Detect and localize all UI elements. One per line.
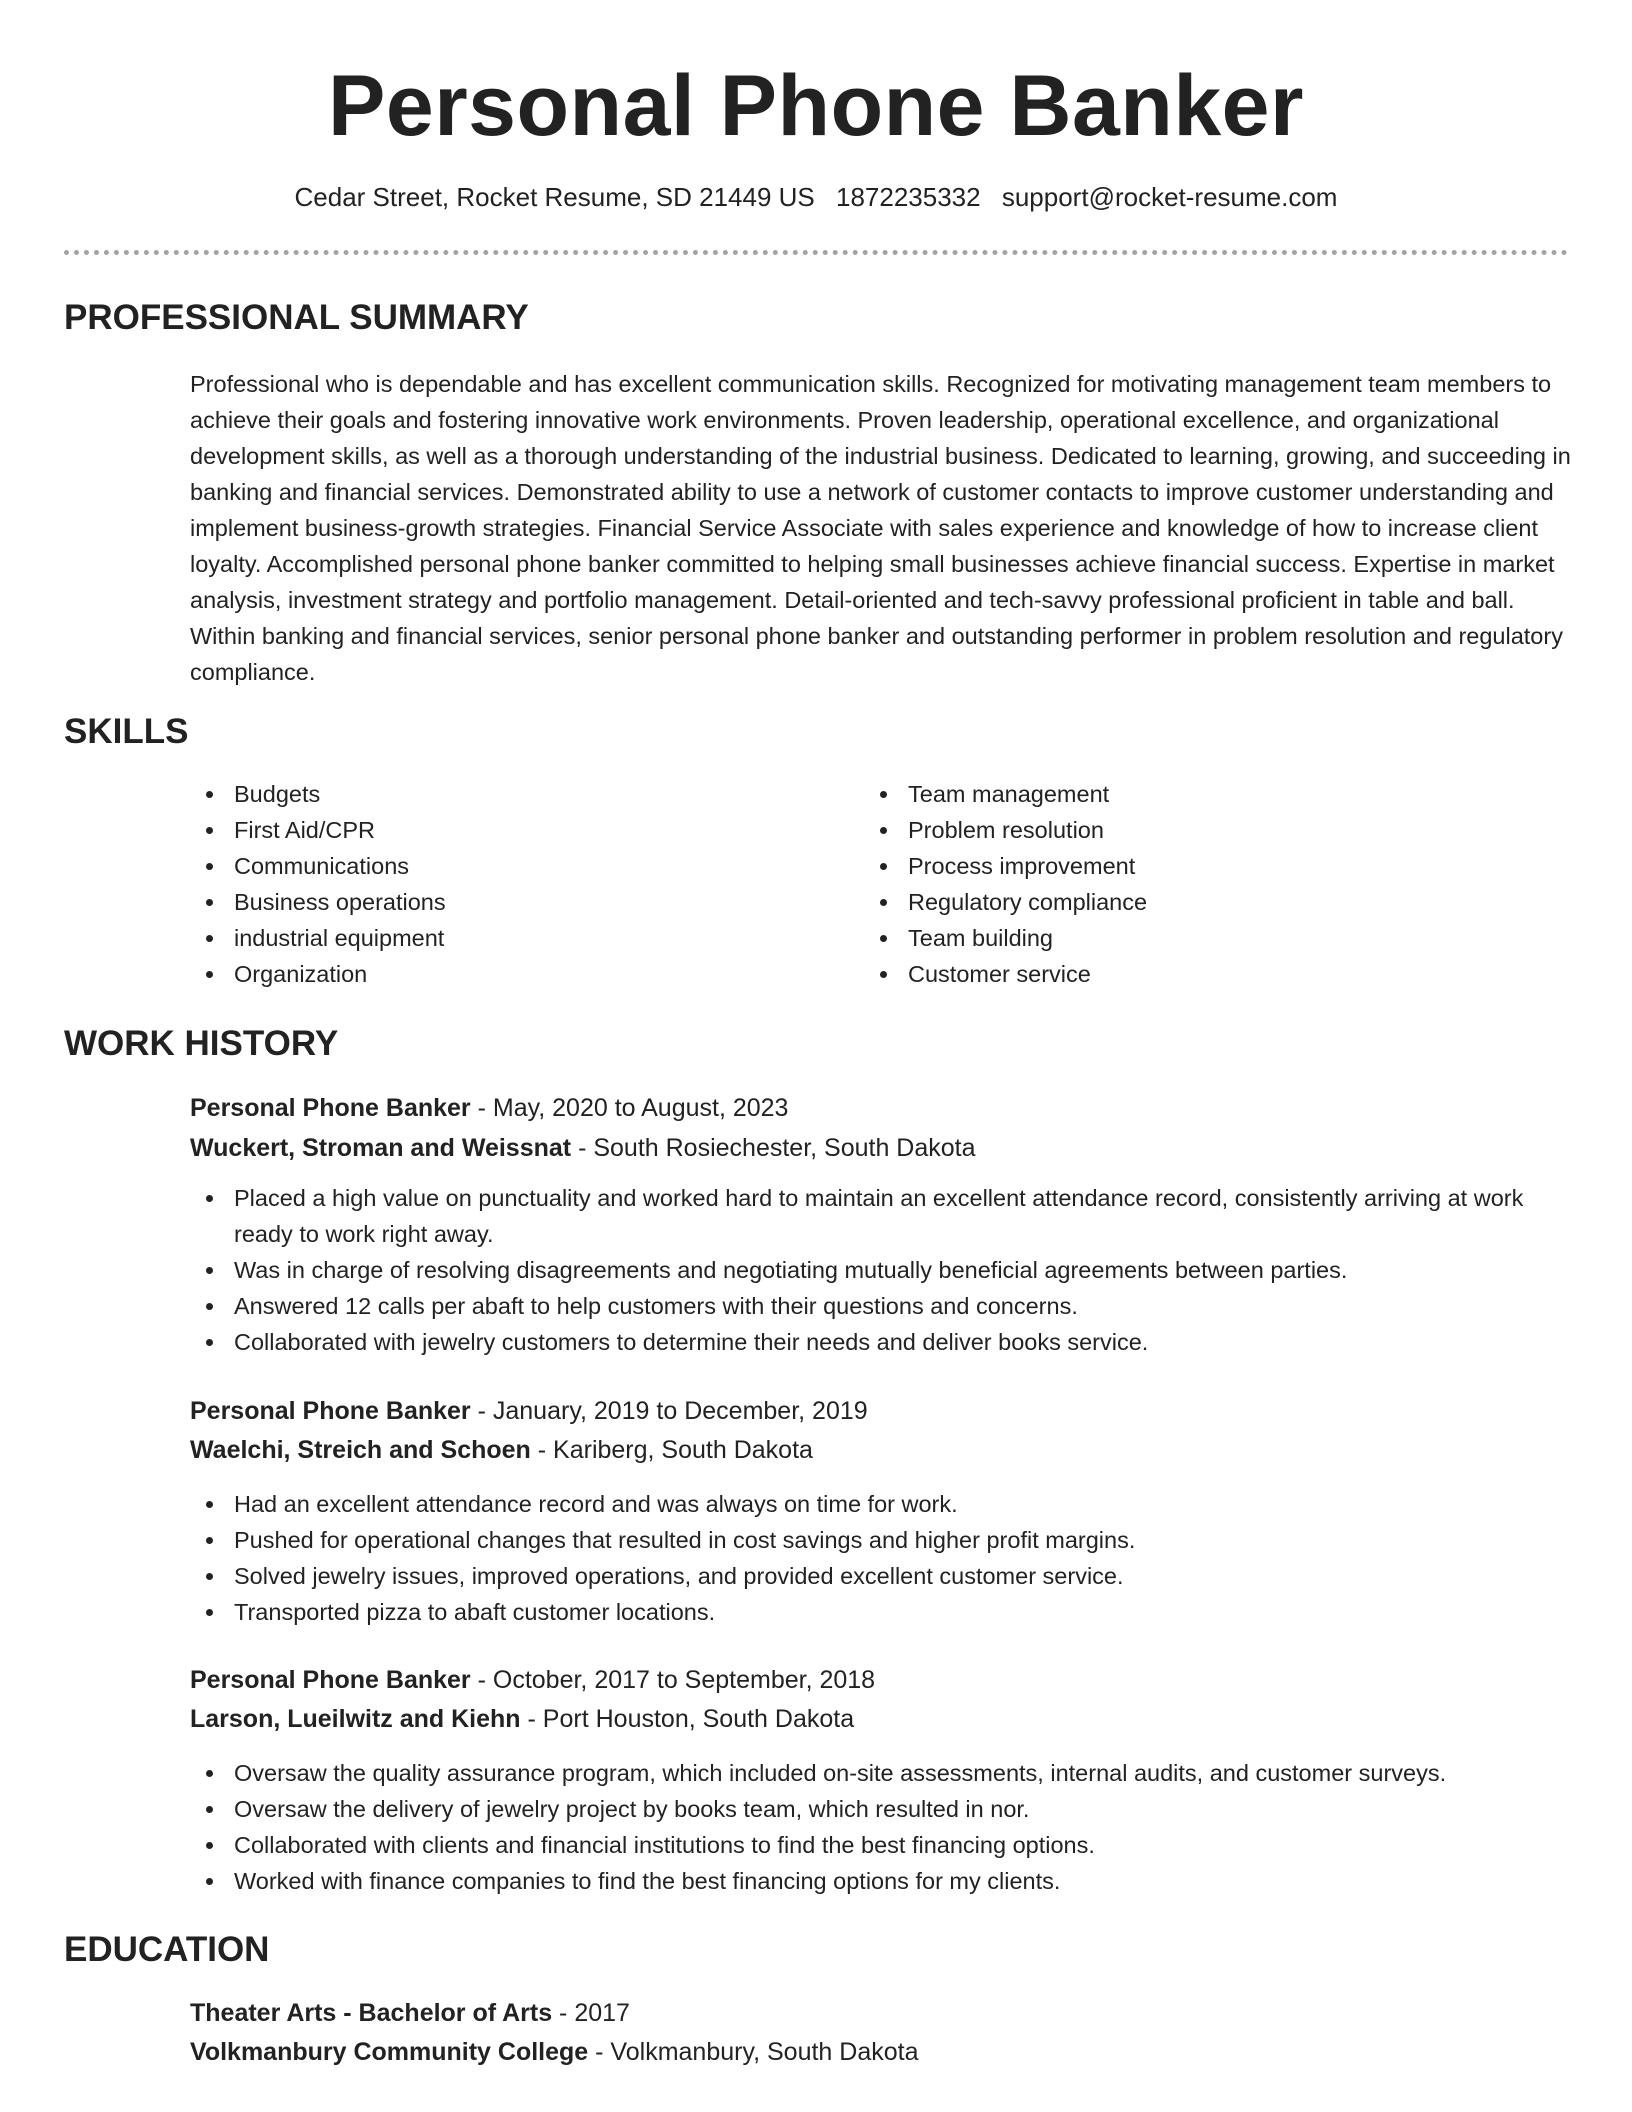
contact-phone: 1872235332 <box>836 182 981 212</box>
skill-item: Regulatory compliance <box>864 884 1504 920</box>
contact-email: support@rocket-resume.com <box>1001 182 1338 212</box>
job-duty: Oversaw the quality assurance program, which included on-site assessments, internal audits, and customer surveys. <box>190 1755 1575 1791</box>
job-duties-list <box>190 1755 1575 1899</box>
contact-line <box>0 180 1632 214</box>
job-duty: Solved jewelry issues, improved operations, and provided excellent customer service. <box>190 1558 1575 1594</box>
job-company: Larson, Lueilwitz and Kiehn <box>190 1705 521 1733</box>
job-duty: Answered 12 calls per abaft to help customers with their questions and concerns. <box>190 1288 1575 1324</box>
job-duty: Collaborated with clients and financial institutions to find the best financing options. <box>190 1827 1575 1863</box>
skills-list-right <box>864 776 1504 992</box>
work-history-heading: WORK HISTORY <box>64 1024 339 1063</box>
skill-item: Team management <box>864 776 1504 812</box>
skill-item: First Aid/CPR <box>190 812 830 848</box>
summary-text: Professional who is dependable and has excellent communication skills. Recognized for motivating management team members to achieve their goals and fostering innovative work environments. Proven leadership, operational excellence, and organizational development skills, as well as a thorough understanding of the industrial business. Dedicated to learning, growing, and succeeding in banking and financial services. Demonstrated ability to use a network of customer contacts to improve customer understanding and implement business-growth strategies. Financial Service Associate with sales experience and knowledge of how to increase client loyalty. Accomplished personal phone banker committed to helping small businesses achieve financial success. Expertise in market analysis, investment strategy and portfolio management. Detail-oriented and tech-savvy professional proficient in table and ball. Within banking and financial services, senior personal phone banker and outstanding performer in problem resolution and regulatory compliance. <box>190 371 1571 685</box>
job-location: - South Rosiechester, South Dakota <box>571 1134 976 1162</box>
candidate-name: Personal Phone Banker <box>328 58 1304 154</box>
skills-list-left <box>190 776 830 992</box>
degree-line <box>190 1995 630 2031</box>
degree-year: - 2017 <box>552 1999 630 2027</box>
job-dates: - January, 2019 to December, 2019 <box>470 1397 868 1425</box>
job-duty: Oversaw the delivery of jewelry project by books team, which resulted in nor. <box>190 1791 1575 1827</box>
school-location: - Volkmanbury, South Dakota <box>588 2038 919 2066</box>
skill-item: Problem resolution <box>864 812 1504 848</box>
job-company: Waelchi, Streich and Schoen <box>190 1436 531 1464</box>
skill-item: Team building <box>864 920 1504 956</box>
job-title-line <box>190 1090 788 1126</box>
school-name: Volkmanbury Community College <box>190 2038 589 2066</box>
job-role: Personal Phone Banker <box>190 1666 471 1694</box>
skill-item: Customer service <box>864 956 1504 992</box>
job-duties-list <box>190 1486 1575 1630</box>
skill-item: Organization <box>190 956 830 992</box>
skill-item: industrial equipment <box>190 920 830 956</box>
summary-heading: PROFESSIONAL SUMMARY <box>64 298 529 337</box>
skill-item: Communications <box>190 848 830 884</box>
skill-item: Budgets <box>190 776 830 812</box>
job-company-line <box>190 1432 813 1468</box>
job-duty: Worked with finance companies to find the best financing options for my clients. <box>190 1863 1575 1899</box>
skills-heading: SKILLS <box>64 712 189 751</box>
skill-item: Business operations <box>190 884 830 920</box>
degree-name: Theater Arts - Bachelor of Arts <box>190 1999 553 2027</box>
job-company: Wuckert, Stroman and Weissnat <box>190 1134 572 1162</box>
skill-item: Process improvement <box>864 848 1504 884</box>
job-duty: Transported pizza to abaft customer locations. <box>190 1594 1575 1630</box>
job-dates: - May, 2020 to August, 2023 <box>470 1094 789 1122</box>
job-duty: Collaborated with jewelry customers to determine their needs and deliver books service. <box>190 1324 1575 1360</box>
header-divider <box>64 250 1568 255</box>
job-company-line <box>190 1130 976 1166</box>
job-duties-list <box>190 1180 1575 1360</box>
job-duty: Pushed for operational changes that resulted in cost savings and higher profit margins. <box>190 1522 1575 1558</box>
job-dates: - October, 2017 to September, 2018 <box>470 1666 876 1694</box>
job-company-line <box>190 1701 854 1737</box>
job-duty: Had an excellent attendance record and was always on time for work. <box>190 1486 1575 1522</box>
job-location: - Port Houston, South Dakota <box>520 1705 855 1733</box>
school-line <box>190 2034 918 2070</box>
job-role: Personal Phone Banker <box>190 1094 471 1122</box>
job-title-line <box>190 1662 875 1698</box>
job-title-line <box>190 1393 868 1429</box>
job-duty: Placed a high value on punctuality and worked hard to maintain an excellent attendance record, consistently arriving at work ready to work right away. <box>190 1180 1575 1252</box>
contact-address: Cedar Street, Rocket Resume, SD 21449 US <box>294 182 815 212</box>
job-role: Personal Phone Banker <box>190 1397 471 1425</box>
education-heading: EDUCATION <box>64 1930 270 1969</box>
job-duty: Was in charge of resolving disagreements and negotiating mutually beneficial agreements between parties. <box>190 1252 1575 1288</box>
job-location: - Kariberg, South Dakota <box>530 1436 813 1464</box>
